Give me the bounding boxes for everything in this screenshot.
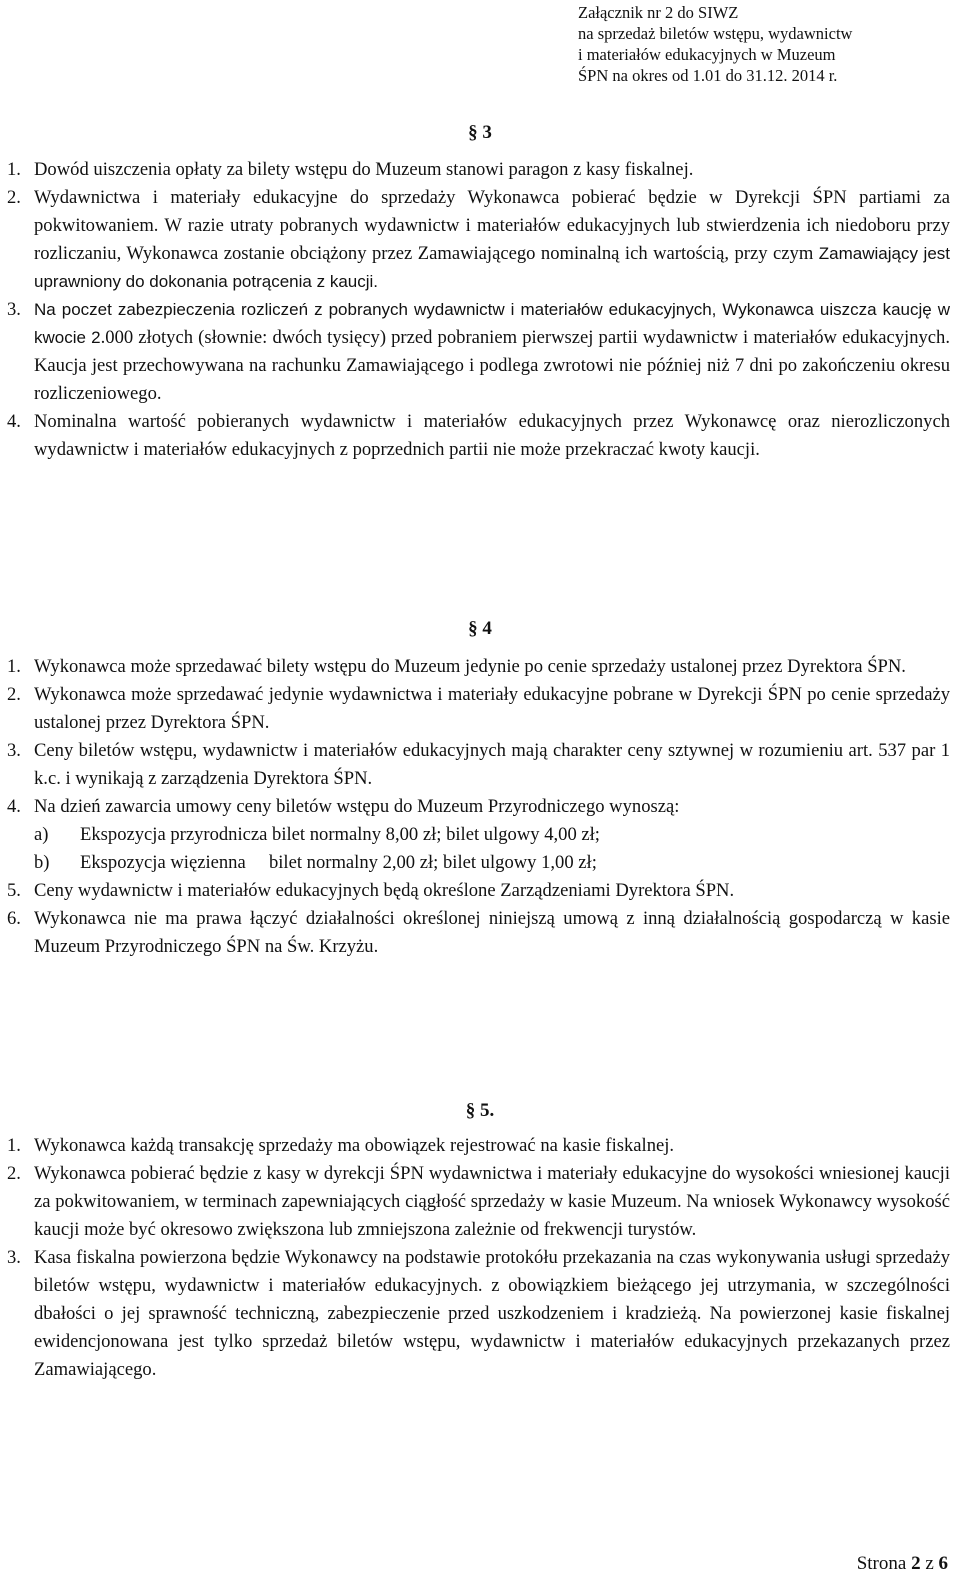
list-item bbox=[7, 156, 950, 184]
list-item bbox=[7, 877, 950, 905]
section-4-body bbox=[7, 653, 950, 961]
item-text: Dowód uiszczenia opłaty za bilety wstępu do Muzeum stanowi paragon z kasy fiskalnej. bbox=[34, 159, 694, 180]
item-text bbox=[34, 296, 950, 408]
page-footer bbox=[857, 1553, 948, 1575]
item-number: 3. bbox=[7, 740, 21, 761]
item-text: Ceny biletów wstępu, wydawnictw i materiałów edukacyjnych mają charakter ceny sztywnej w rozumieniu art. 537 par 1 k.c. i wynikają z zarządzenia Dyrektora ŚPN. bbox=[34, 740, 950, 789]
section-3-body bbox=[7, 156, 950, 464]
item-number: 4. bbox=[7, 796, 21, 817]
list-item bbox=[7, 681, 950, 737]
page-total: 6 bbox=[938, 1553, 948, 1574]
sub-item-letter: b) bbox=[34, 852, 50, 873]
list-item bbox=[7, 1244, 950, 1384]
price-line bbox=[34, 821, 950, 849]
section-5-body bbox=[7, 1132, 950, 1384]
item-text-part: Na poczet zabezpieczenia rozliczeń z pobranych wydawnictw i materiałów edukacyjnych, Wykonawca uiszcza kaucję w kwocie 2 bbox=[34, 300, 950, 347]
item-number: 6. bbox=[7, 908, 21, 929]
item-text: Ceny wydawnictw i materiałów edukacyjnych będą określone Zarządzeniami Dyrektora ŚPN. bbox=[34, 880, 735, 901]
item-number: 4. bbox=[7, 411, 21, 432]
list-item bbox=[7, 1132, 950, 1160]
item-number: 1. bbox=[7, 159, 21, 180]
item-number: 1. bbox=[7, 656, 21, 677]
item-number: 3. bbox=[7, 299, 21, 320]
list-item bbox=[7, 737, 950, 793]
page-of-label: z bbox=[925, 1553, 934, 1574]
list-item bbox=[7, 184, 950, 296]
header-line: na sprzedaż biletów wstępu, wydawnictw bbox=[578, 24, 853, 43]
item-text: Wykonawca może sprzedawać bilety wstępu do Muzeum jedynie po cenie sprzedaży ustalonej przez Dyrektora ŚPN. bbox=[34, 656, 906, 677]
sub-item-letter: a) bbox=[34, 824, 49, 845]
item-text-part: Wydawnictwa i materiały edukacyjne do sprzedaży Wykonawca pobierać będzie w Dyrekcji ŚPN partiami za pokwitowaniem. W razie utraty pobranych wydawnictw i materiałów edukacyjnych lub stwierdzenia ich niedoboru przy rozliczaniu, Wykonawca zostanie obciążony przez Zamawiającego nominalną ich wartością, przy czym bbox=[34, 187, 950, 264]
item-text bbox=[34, 184, 950, 296]
item-number: 2. bbox=[7, 187, 21, 208]
item-number: 5. bbox=[7, 880, 21, 901]
sub-item-text: Ekspozycja przyrodnicza bilet normalny 8,00 zł; bilet ulgowy 4,00 zł; bbox=[80, 824, 600, 845]
section-5-title: § 5. bbox=[465, 1100, 495, 1121]
item-number: 2. bbox=[7, 684, 21, 705]
section-4-title: § 4 bbox=[468, 618, 492, 639]
item-text-part: .000 złotych (słownie: dwóch tysięcy) przed pobraniem pierwszej partii wydawnictw i materiałów edukacyjnych. Kaucja jest przechowywana na rachunku Zamawiającego i podlega zwrotowi nie później niż 7 dni po zakończeniu okresu rozliczeniowego. bbox=[34, 327, 951, 404]
price-line bbox=[34, 849, 950, 877]
sub-item-text: Ekspozycja więzienna bilet normalny 2,00 zł; bilet ulgowy 1,00 zł; bbox=[80, 852, 597, 873]
item-text: Nominalna wartość pobieranych wydawnictw i materiałów edukacyjnych przez Wykonawcę oraz nierozliczonych wydawnictw i materiałów edukacyjnych z poprzednich partii nie może przekraczać kwoty kaucji. bbox=[34, 411, 950, 460]
item-number: 3. bbox=[7, 1247, 21, 1268]
item-text: Wykonawca pobierać będzie z kasy w dyrekcji ŚPN wydawnictwa i materiały edukacyjne do wysokości wniesionej kaucji za pokwitowaniem, w terminach zapewniających ciągłość sprzedaży w kasie Muzeum. Na wniosek Wykonawcy wysokość kaucji może być okresowo zwiększona lub zmniejszona zależnie od frekwencji turystów. bbox=[34, 1163, 950, 1240]
list-item bbox=[7, 408, 950, 464]
item-number: 2. bbox=[7, 1163, 21, 1184]
item-text: Wykonawca nie ma prawa łączyć działalności określonej niniejszą umową z inną działalnością gospodarczą w kasie Muzeum Przyrodniczego ŚPN na Św. Krzyżu. bbox=[34, 908, 950, 957]
list-item bbox=[7, 793, 950, 821]
section-3-title: § 3 bbox=[468, 122, 492, 143]
item-text: Wykonawca może sprzedawać jedynie wydawnictwa i materiały edukacyjne pobrane w Dyrekcji ŚPN po cenie sprzedaży ustalonej przez Dyrektora ŚPN. bbox=[34, 684, 950, 733]
list-item bbox=[7, 653, 950, 681]
list-item bbox=[7, 296, 950, 408]
list-item bbox=[7, 905, 950, 961]
page-label: Strona bbox=[856, 1553, 907, 1574]
page-number: 2 bbox=[911, 1553, 921, 1574]
header-line: i materiałów edukacyjnych w Muzeum bbox=[578, 45, 836, 64]
item-text: Kasa fiskalna powierzona będzie Wykonawcy na podstawie protokółu przekazania na czas wykonywania usługi sprzedaży biletów wstępu, wydawnictw i materiałów edukacyjnych. z obowiązkiem bieżącego jej utrzymania, w szczególności dbałości o jej sprawność techniczną, zabezpieczenie przed uszkodzeniem i kradzieżą. Na powierzonej kasie fiskalnej ewidencjonowana jest tylko sprzedaż biletów wstępu, wydawnictw i materiałów edukacyjnych przekazanych przez Zamawiającego. bbox=[34, 1247, 950, 1380]
annex-header bbox=[578, 2, 948, 86]
item-number: 1. bbox=[7, 1135, 21, 1156]
header-line: Załącznik nr 2 do SIWZ bbox=[578, 3, 739, 22]
item-text: Wykonawca każdą transakcję sprzedaży ma obowiązek rejestrować na kasie fiskalnej. bbox=[34, 1135, 675, 1156]
item-text-part: Zamawiający jest uprawniony do dokonania potrącenia z kaucji. bbox=[34, 244, 951, 291]
item-text: Na dzień zawarcia umowy ceny biletów wstępu do Muzeum Przyrodniczego wynoszą: bbox=[34, 796, 680, 817]
header-line: ŚPN na okres od 1.01 do 31.12. 2014 r. bbox=[578, 66, 838, 85]
list-item bbox=[7, 1160, 950, 1244]
